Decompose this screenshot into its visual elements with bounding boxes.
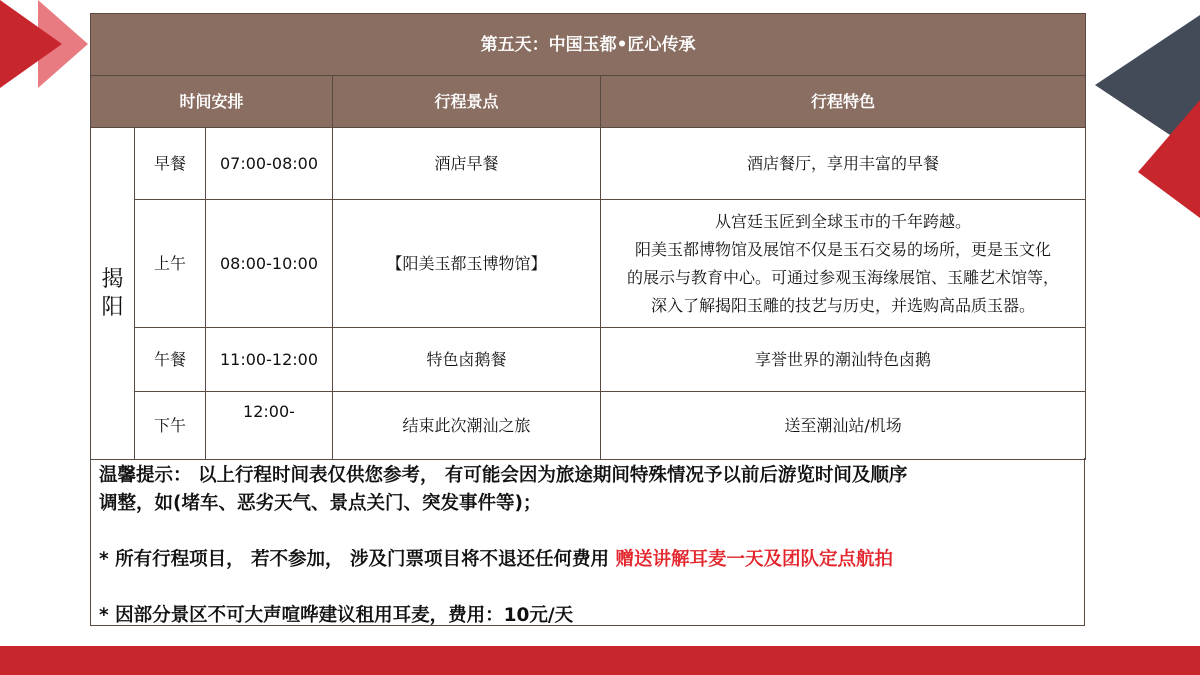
slot-cell: 下午 (135, 392, 206, 460)
city-cell (91, 128, 135, 460)
feature-cell (601, 200, 1086, 328)
tip-line-2: 调整，如(堵车、恶劣天气、景点关门、突发事件等)； (99, 493, 542, 514)
spacer (99, 518, 1076, 546)
header-row (91, 76, 1086, 128)
city-char: 揭 (101, 266, 124, 292)
day-title: 第五天：中国玉都•匠心传承 (91, 14, 1086, 76)
slot-cell: 早餐 (135, 128, 206, 200)
tip-line-1: 温馨提示： 以上行程时间表仅供您参考， 有可能会因为旅途期间特殊情况予以前后游览时间及顺序 (99, 465, 908, 486)
notes-box (90, 458, 1085, 626)
fee-text: * 所有行程项目， 若不参加， 涉及门票项目将不退还任何费用 (99, 549, 616, 570)
left-red-arrow-decoration (0, 0, 95, 95)
feature-line: 深入了解揭阳玉雕的技艺与历史，并选购高品质玉器。 (651, 295, 1036, 315)
header-schedule: 时间安排 (91, 76, 333, 128)
bottom-red-bar (0, 646, 1200, 675)
table-row (91, 128, 1086, 200)
fee-note (99, 546, 1076, 574)
red-triangle-shape (1138, 100, 1200, 218)
table-row (91, 392, 1086, 460)
city-char: 阳 (101, 294, 124, 320)
feature-line: 从宫廷玉匠到全球玉市的千年跨越。 (715, 211, 972, 231)
fee-highlight: 赠送讲解耳麦一天及团队定点航拍 (615, 549, 893, 570)
spacer (99, 574, 1076, 602)
table-row (91, 200, 1086, 328)
spot-cell: 酒店早餐 (333, 128, 601, 200)
time-cell: 11:00-12:00 (206, 328, 333, 392)
spot-cell: 结束此次潮汕之旅 (333, 392, 601, 460)
table-row (91, 328, 1086, 392)
feature-cell: 酒店餐厅，享用丰富的早餐 (601, 128, 1086, 200)
feature-cell: 享誉世界的潮汕特色卤鹅 (601, 328, 1086, 392)
feature-line: 的展示与教育中心。可通过参观玉海缘展馆、玉雕艺术馆等， (627, 267, 1060, 287)
right-red-triangle-decoration (1138, 100, 1200, 220)
itinerary-table (90, 13, 1086, 460)
feature-line: 阳美玉都博物馆及展馆不仅是玉石交易的场所，更是玉文化 (635, 239, 1052, 259)
time-cell: 12:00- (206, 392, 333, 460)
title-row (91, 14, 1086, 76)
time-cell: 07:00-08:00 (206, 128, 333, 200)
slot-cell: 上午 (135, 200, 206, 328)
spot-cell: 【阳美玉都玉博物馆】 (333, 200, 601, 328)
feature-cell: 送至潮汕站/机场 (601, 392, 1086, 460)
slot-cell: 午餐 (135, 328, 206, 392)
header-feature: 行程特色 (601, 76, 1086, 128)
spot-cell: 特色卤鹅餐 (333, 328, 601, 392)
header-spot: 行程景点 (333, 76, 601, 128)
earphone-note: * 因部分景区不可大声喧哗建议租用耳麦，费用：10元/天 (99, 605, 574, 626)
time-cell: 08:00-10:00 (206, 200, 333, 328)
